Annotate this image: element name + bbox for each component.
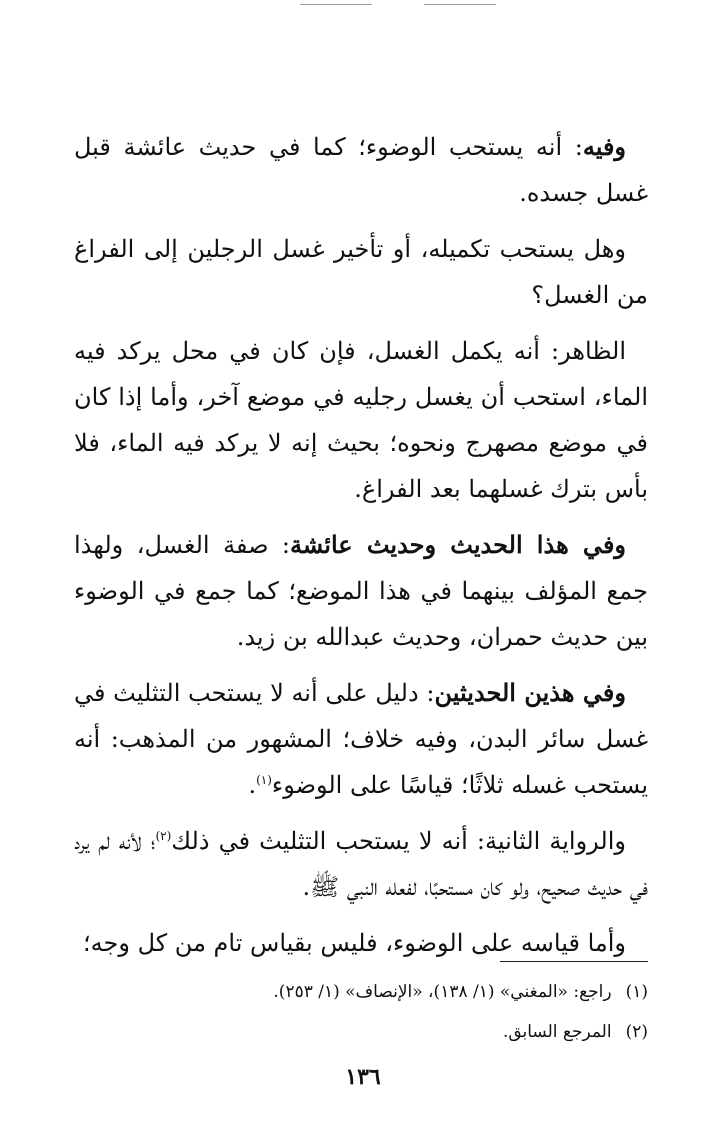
paragraph-7 — [74, 920, 648, 966]
paragraph-4-lead: وفي هذا الحديث وحديث عائشة — [290, 530, 627, 559]
footnote-2-number: (٢) — [625, 1022, 648, 1042]
paragraph-4 — [74, 522, 648, 660]
page-body — [74, 124, 648, 980]
header-rule-left — [300, 4, 372, 5]
paragraph-2 — [74, 226, 648, 318]
paragraph-5 — [74, 670, 648, 808]
paragraph-1 — [74, 124, 648, 216]
paragraph-6-text-a: والرواية الثانية: أنه لا يستحب التثليث في ذلك — [171, 827, 626, 855]
footnote-ref-2[interactable]: (٢) — [155, 829, 172, 843]
paragraph-2-text: وهل يستحب تكميله، أو تأخير غسل الرجلين إلى الفراغ من الغسل؟ — [74, 235, 648, 309]
paragraph-7-text: وأما قياسه على الوضوء، فليس بقياس تام من كل وجه؛ — [83, 929, 626, 957]
footnote-1-text: راجع: «المغني» (١/ ١٣٨)، «الإنصاف» (١/ ٢٥٣). — [273, 982, 612, 1002]
header-rule-right — [424, 4, 496, 5]
footnotes — [78, 972, 648, 1052]
footnote-2-text: المرجع السابق. — [502, 1022, 612, 1042]
footnote-2 — [78, 1012, 648, 1052]
paragraph-5-end: . — [248, 771, 257, 799]
paragraph-6 — [74, 818, 648, 910]
paragraph-3 — [74, 328, 648, 512]
paragraph-4-text: : صفة الغسل، ولهذا جمع المؤلف بينهما في هذا الموضع؛ كما جمع في الوضوء بين حديث حمران، وحديث عبدالله بن زيد. — [74, 531, 648, 651]
paragraph-5-text: : دليل على أنه لا يستحب التثليث في غسل سائر البدن، وفيه خلاف؛ المشهور من المذهب: أنه يستحب غسله ثلاثًا؛ قياسًا على الوضوء — [74, 679, 648, 799]
paragraph-1-text: وفيه: أنه يستحب الوضوء؛ كما في حديث عائشة قبل غسل جسده. — [74, 132, 648, 207]
paragraph-1-lead: وفيه — [582, 132, 626, 161]
page-number: ١٣٦ — [345, 1064, 381, 1090]
footnote-1-number: (١) — [625, 982, 648, 1002]
paragraph-3-text: الظاهر: أنه يكمل الغسل، فإن كان في محل يركد فيه الماء، استحب أن يغسل رجليه في موضع آخر، وأما إذا كان في موضع مصهرج ونحوه؛ بحيث إنه لا يركد فيه الماء، فلا بأس بترك غسلهما بعد الفراغ. — [74, 337, 648, 503]
paragraph-5-lead: وفي هذين الحديثين — [434, 678, 626, 707]
paragraph-6-text-b: ؛ لأنه لم يرد في حديث صحيح، ولو كان مستحبًا، لفعله النبي ﷺ. — [74, 827, 648, 901]
footnote-ref-1[interactable]: (١) — [256, 773, 272, 787]
footnote-1 — [78, 972, 648, 1012]
footnote-separator — [500, 961, 648, 962]
